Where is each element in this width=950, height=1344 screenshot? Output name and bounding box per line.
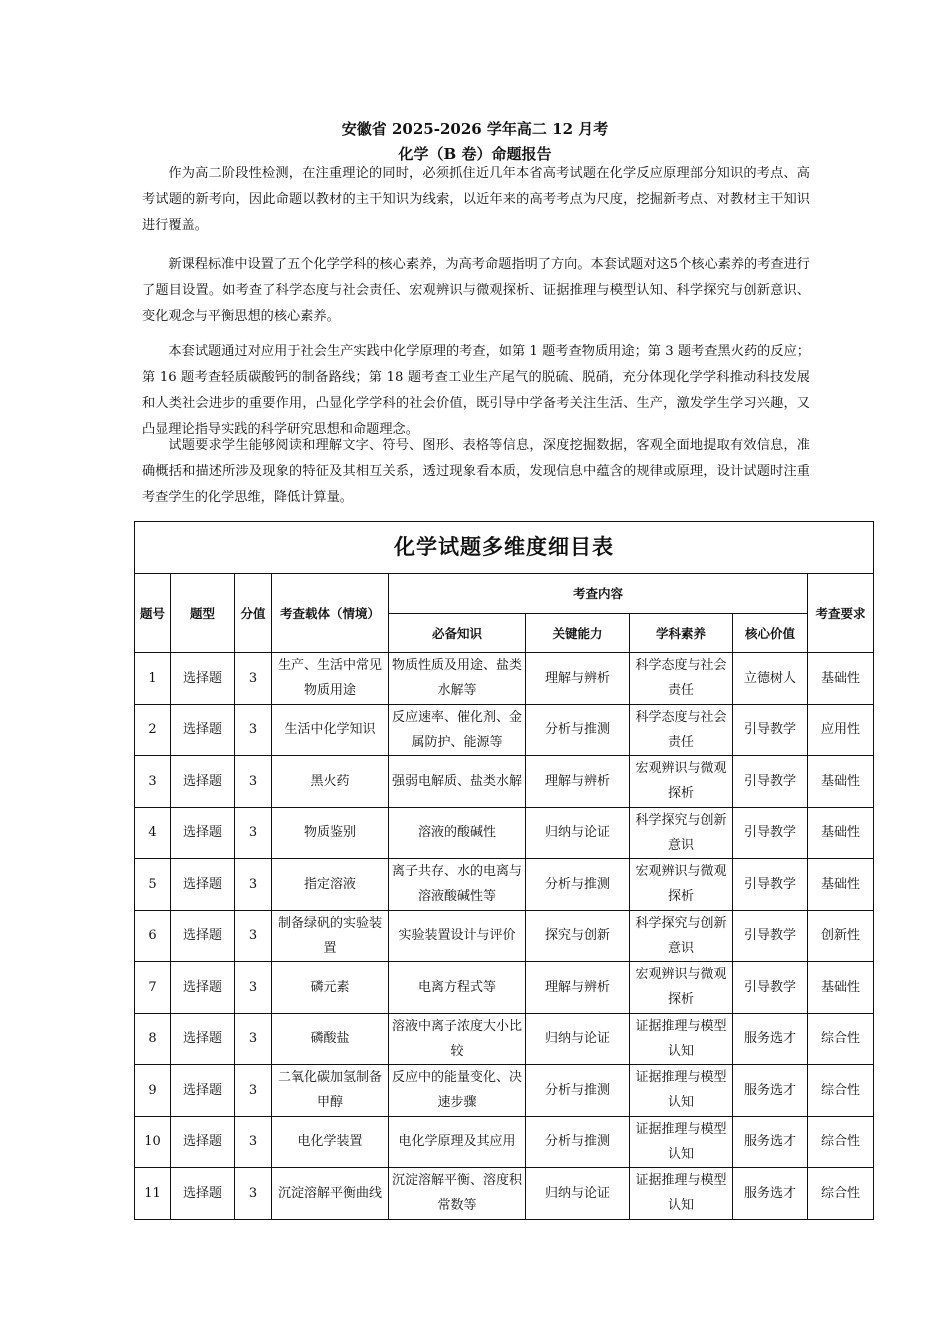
cell-requirement: 应用性 [808,704,874,756]
cell-literacy: 科学态度与社会责任 [630,653,733,705]
cell-carrier: 指定溶液 [272,859,389,911]
cell-value: 引导教学 [733,756,808,808]
cell-requirement: 创新性 [808,910,874,962]
header-score: 分值 [235,574,272,653]
table-row [135,807,874,859]
cell-literacy: 科学探究与创新意识 [630,807,733,859]
cell-score: 3 [235,1168,272,1220]
cell-num: 10 [135,1116,171,1168]
cell-ability: 理解与辨析 [526,962,630,1014]
cell-knowledge: 电化学原理及其应用 [389,1116,526,1168]
header-requirement: 考查要求 [808,574,874,653]
cell-num: 7 [135,962,171,1014]
cell-score: 3 [235,1116,272,1168]
cell-literacy: 宏观辨识与微观探析 [630,962,733,1014]
cell-num: 6 [135,910,171,962]
cell-ability: 理解与辨析 [526,653,630,705]
cell-num: 4 [135,807,171,859]
cell-ability: 理解与辨析 [526,756,630,808]
header-content: 考查内容 [389,574,808,614]
cell-num: 3 [135,756,171,808]
table-body [135,653,874,1220]
cell-ability: 分析与推测 [526,704,630,756]
cell-value: 引导教学 [733,859,808,911]
cell-score: 3 [235,910,272,962]
cell-type: 选择题 [171,859,235,911]
cell-value: 服务选才 [733,1013,808,1065]
cell-knowledge: 沉淀溶解平衡、溶度积常数等 [389,1168,526,1220]
detail-table [134,521,874,1220]
cell-literacy: 宏观辨识与微观探析 [630,756,733,808]
cell-type: 选择题 [171,1168,235,1220]
cell-num: 5 [135,859,171,911]
cell-requirement: 综合性 [808,1013,874,1065]
cell-score: 3 [235,1065,272,1117]
cell-type: 选择题 [171,1013,235,1065]
cell-ability: 归纳与论证 [526,1013,630,1065]
table-caption: 化学试题多维度细目表 [135,522,874,574]
table-row [135,859,874,911]
cell-type: 选择题 [171,962,235,1014]
cell-carrier: 制备绿矾的实验装置 [272,910,389,962]
cell-literacy: 证据推理与模型认知 [630,1013,733,1065]
cell-knowledge: 强弱电解质、盐类水解 [389,756,526,808]
cell-num: 9 [135,1065,171,1117]
cell-knowledge: 实验装置设计与评价 [389,910,526,962]
table-row [135,1116,874,1168]
cell-requirement: 基础性 [808,962,874,1014]
cell-literacy: 宏观辨识与微观探析 [630,859,733,911]
report-subtitle: 化学（B 卷）命题报告 [398,145,552,163]
cell-score: 3 [235,704,272,756]
cell-requirement: 基础性 [808,807,874,859]
cell-requirement: 基础性 [808,756,874,808]
header-literacy: 学科素养 [630,614,733,653]
cell-ability: 探究与创新 [526,910,630,962]
header-carrier: 考查载体（情境） [272,574,389,653]
cell-ability: 分析与推测 [526,859,630,911]
cell-score: 3 [235,859,272,911]
cell-carrier: 磷酸盐 [272,1013,389,1065]
cell-literacy: 证据推理与模型认知 [630,1116,733,1168]
header-value: 核心价值 [733,614,808,653]
cell-ability: 分析与推测 [526,1065,630,1117]
cell-requirement: 综合性 [808,1116,874,1168]
cell-type: 选择题 [171,704,235,756]
table-row [135,1065,874,1117]
cell-type: 选择题 [171,910,235,962]
table-row [135,1013,874,1065]
cell-carrier: 二氧化碳加氢制备甲醇 [272,1065,389,1117]
table-row [135,653,874,705]
cell-requirement: 综合性 [808,1065,874,1117]
cell-knowledge: 反应速率、催化剂、金属防护、能源等 [389,704,526,756]
cell-requirement: 综合性 [808,1168,874,1220]
cell-ability: 归纳与论证 [526,1168,630,1220]
cell-carrier: 物质鉴别 [272,807,389,859]
cell-knowledge: 物质性质及用途、盐类水解等 [389,653,526,705]
cell-type: 选择题 [171,756,235,808]
intro-paragraph-3: 本套试题通过对应用于社会生产实践中化学原理的考查，如第 1 题考查物质用途；第 3 题考查黑火药的反应；第 16 题考查轻质碳酸钙的制备路线；第 18 题考查工业生产尾气的脱硫、脱硝，充分体现化学学科推动科技发展和人类社会进步的重要作用，凸显化学学科的社会价值，既引导中学备考关注生活、生产，激发学生学习兴趣，又凸显理论指导实践的科学研究思想和命题理念。 [142,344,810,437]
cell-requirement: 基础性 [808,653,874,705]
table-row [135,756,874,808]
cell-value: 立德树人 [733,653,808,705]
cell-value: 服务选才 [733,1168,808,1220]
cell-type: 选择题 [171,653,235,705]
cell-literacy: 科学探究与创新意识 [630,910,733,962]
cell-knowledge: 溶液的酸碱性 [389,807,526,859]
cell-type: 选择题 [171,1116,235,1168]
cell-score: 3 [235,756,272,808]
intro-paragraph-2: 新课程标准中设置了五个化学学科的核心素养，为高考命题指明了方向。本套试题对这5个核心素养的考查进行了题目设置。如考查了科学态度与社会责任、宏观辨识与微观探析、证据推理与模型认知、科学探究与创新意识、变化观念与平衡思想的核心素养。 [142,257,810,324]
cell-carrier: 生活中化学知识 [272,704,389,756]
cell-carrier: 电化学装置 [272,1116,389,1168]
cell-num: 8 [135,1013,171,1065]
cell-type: 选择题 [171,807,235,859]
cell-knowledge: 电离方程式等 [389,962,526,1014]
cell-value: 服务选才 [733,1065,808,1117]
cell-num: 2 [135,704,171,756]
cell-requirement: 基础性 [808,859,874,911]
table-row [135,962,874,1014]
table-row [135,704,874,756]
report-title: 安徽省 2025-2026 学年高二 12 月考 [341,120,609,138]
intro-paragraph-1: 作为高二阶段性检测，在注重理论的同时，必须抓住近几年本省高考试题在化学反应原理部分知识的考点、高考试题的新考向，因此命题以教材的主干知识为线索，以近年来的高考考点为尺度，挖掘新考点、对教材主干知识进行覆盖。 [142,166,810,233]
cell-value: 引导教学 [733,962,808,1014]
cell-ability: 归纳与论证 [526,807,630,859]
table-row [135,910,874,962]
cell-knowledge: 溶液中离子浓度大小比较 [389,1013,526,1065]
cell-literacy: 证据推理与模型认知 [630,1168,733,1220]
cell-score: 3 [235,653,272,705]
table-row [135,1168,874,1220]
cell-value: 引导教学 [733,704,808,756]
cell-value: 服务选才 [733,1116,808,1168]
cell-carrier: 生产、生活中常见物质用途 [272,653,389,705]
cell-score: 3 [235,1013,272,1065]
cell-knowledge: 离子共存、水的电离与溶液酸碱性等 [389,859,526,911]
cell-score: 3 [235,807,272,859]
cell-literacy: 科学态度与社会责任 [630,704,733,756]
cell-carrier: 黑火药 [272,756,389,808]
cell-value: 引导教学 [733,910,808,962]
cell-ability: 分析与推测 [526,1116,630,1168]
cell-knowledge: 反应中的能量变化、决速步骤 [389,1065,526,1117]
header-ability: 关键能力 [526,614,630,653]
header-num: 题号 [135,574,171,653]
cell-literacy: 证据推理与模型认知 [630,1065,733,1117]
cell-value: 引导教学 [733,807,808,859]
header-type: 题型 [171,574,235,653]
header-knowledge: 必备知识 [389,614,526,653]
cell-score: 3 [235,962,272,1014]
cell-carrier: 沉淀溶解平衡曲线 [272,1168,389,1220]
cell-num: 1 [135,653,171,705]
cell-type: 选择题 [171,1065,235,1117]
cell-carrier: 磷元素 [272,962,389,1014]
intro-paragraph-4: 试题要求学生能够阅读和理解文字、符号、图形、表格等信息，深度挖掘数据，客观全面地提取有效信息，准确概括和描述所涉及现象的特征及其相互关系，透过现象看本质，发现信息中蕴含的规律或原理，设计试题时注重考查学生的化学思维，降低计算量。 [142,438,810,505]
cell-num: 11 [135,1168,171,1220]
